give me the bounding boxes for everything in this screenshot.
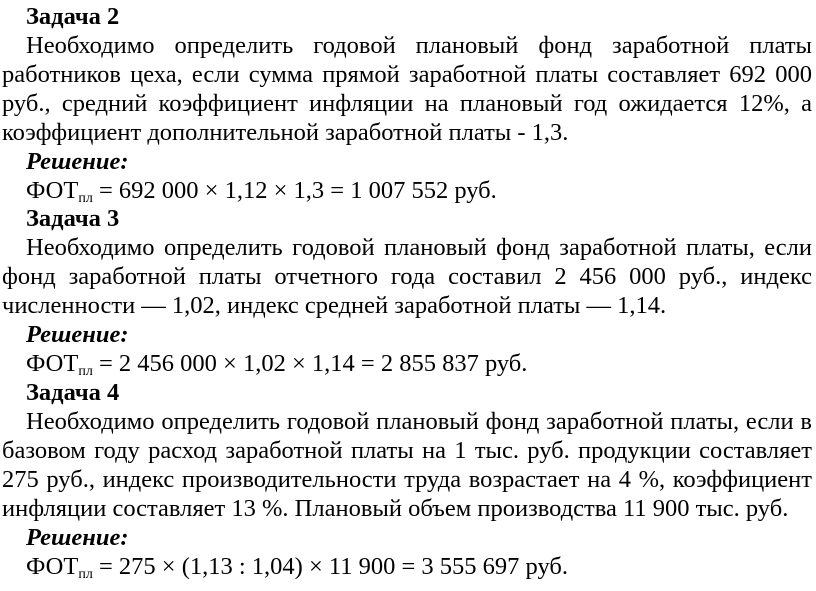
- task-4-formula: [26, 552, 812, 582]
- task-3-formula: [26, 349, 812, 379]
- formula-lhs: ФОТ: [26, 177, 79, 204]
- task-2-line-3: руб., средний коэффициент инфляции на плановый год ожидается 12%, а: [2, 90, 812, 117]
- task-2-line-1: Необходимо определить годовой плановый фонд заработной платы: [26, 32, 812, 59]
- formula-rhs: = 692 000 × 1,12 × 1,3 = 1 007 552 руб.: [92, 177, 497, 204]
- task-3-line-1: Необходимо определить годовой плановый фонд заработной платы, если: [26, 234, 812, 261]
- formula-subscript: пл: [78, 191, 93, 206]
- formula-subscript: пл: [78, 567, 93, 582]
- task-4-line-2: базовом году расход заработной платы на 1 тыс. руб. продукции составляет: [2, 437, 812, 464]
- formula-lhs: ФОТ: [26, 553, 79, 580]
- formula-lhs: ФОТ: [26, 350, 79, 377]
- task-3-solution-label: Решение:: [26, 321, 129, 348]
- task-2-line-4: коэффициент дополнительной заработной платы - 1,3.: [2, 119, 569, 146]
- task-3-line-2: фонд заработной платы отчетного года составил 2 456 000 руб., индекс: [2, 263, 812, 290]
- task-2-line-2: работников цеха, если сумма прямой заработной платы составляет 692 000: [2, 61, 812, 88]
- task-4-solution-label: Решение:: [26, 524, 129, 551]
- task-3-title: Задача 3: [26, 205, 120, 232]
- task-3-line-3: численности — 1,02, индекс средней заработной платы — 1,14.: [2, 292, 667, 319]
- task-2-title: Задача 2: [26, 3, 120, 30]
- formula-subscript: пл: [78, 364, 93, 379]
- task-4-line-3: 275 руб., индекс производительности труда возрастает на 4 %, коэффициент: [2, 466, 812, 493]
- task-2-solution-label: Решение:: [26, 148, 129, 175]
- task-4-title: Задача 4: [26, 379, 120, 406]
- task-4-line-4: инфляции составляет 13 %. Плановый объем производства 11 900 тыс. руб.: [2, 495, 789, 522]
- task-2-formula: [26, 176, 812, 206]
- formula-rhs: = 2 456 000 × 1,02 × 1,14 = 2 855 837 руб.: [92, 350, 528, 377]
- task-4-line-1: Необходимо определить годовой плановый фонд заработной платы, если в: [26, 408, 812, 435]
- formula-rhs: = 275 × (1,13 : 1,04) × 11 900 = 3 555 697 руб.: [92, 553, 568, 580]
